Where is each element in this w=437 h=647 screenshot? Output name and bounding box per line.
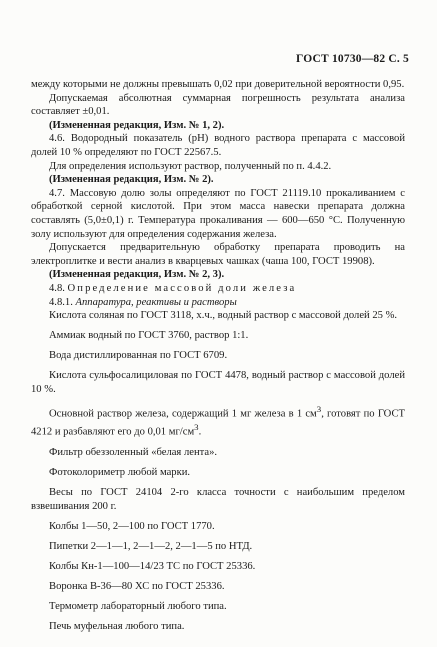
item-filter: Фильтр обеззоленный «белая лента». [49, 446, 218, 458]
item-pipettes: Пипетки 2—1—1, 2—1—2, 2—1—5 по НТД. [49, 540, 253, 552]
section-text: Водородный показатель (pH) водного раствора препарата с массовой долей 10 % определяют по ГОСТ 22567.5. [31, 133, 405, 158]
edit-note-2: (Измененная редакция, Изм. № 2). [49, 174, 214, 186]
item-scales: Весы по ГОСТ 24104 2-го класса точности с наибольшим пределом взвешивания 200 г. [31, 487, 405, 512]
section-number: 4.8.1. [49, 296, 73, 308]
section-4-6 [31, 132, 405, 159]
item-ammonia: Аммиак водный по ГОСТ 3760, раствор 1:1. [49, 330, 249, 342]
page-content [31, 78, 405, 634]
section-number: 4.7. [49, 187, 65, 199]
item-photocolorimeter: Фотоколориметр любой марки. [49, 466, 191, 478]
item-iron-solution [31, 403, 405, 439]
item-flasks: Колбы 1—50, 2—100 по ГОСТ 1770. [49, 520, 215, 532]
section-4-8 [31, 282, 405, 296]
item-hydrochloric-acid: Кислота соляная по ГОСТ 3118, х.ч., водный раствор с массовой долей 25 %. [49, 310, 398, 322]
item-iron-text-b: , готовят по ГОСТ 4212 и разбавляют его до 0,01 мг/см [31, 408, 405, 438]
item-sulfosalicylic-acid: Кислота сульфосалициловая по ГОСТ 4478, водный раствор с массовой долей 10 %. [31, 370, 405, 395]
section-text: Массовую долю золы определяют по ГОСТ 21119.10 прокаливанием с обработкой серной кислотой. При этом масса навески препарата должна составлять (5,0±0,1) г. Температура прокаливания — 600—650 °С. Полученную золу используют для определения содержания железа. [31, 187, 405, 240]
item-water: Вода дистиллированная по ГОСТ 6709. [49, 350, 228, 362]
item-iron-text-a: Основной раствор железа, содержащий 1 мг железа в 1 см [49, 408, 317, 420]
item-thermometer: Термометр лабораторный любого типа. [49, 601, 227, 613]
section-title: Определение массовой доли железа [67, 282, 297, 294]
paragraph-accuracy: Допускаемая абсолютная суммарная погрешность результата анализа составляет ±0,01. [31, 92, 405, 118]
superscript: 3 [194, 422, 199, 433]
superscript: 3 [316, 404, 322, 415]
section-4-8-1 [31, 296, 405, 310]
paragraph-continuation: между которыми не должны превышать 0,02 при доверительной вероятности 0,95. [31, 79, 405, 90]
edit-note-3: (Измененная редакция, Изм. № 2, 3). [49, 269, 225, 281]
edit-note-1: (Измененная редакция, Изм. № 1, 2). [49, 119, 225, 131]
section-title: Аппаратура, реактивы и растворы [75, 296, 237, 308]
page-header: ГОСТ 10730—82 С. 5 [296, 53, 409, 65]
item-iron-text-c: . [198, 426, 202, 438]
section-4-7 [31, 187, 405, 241]
item-flasks-kn: Колбы Кн-1—100—14/23 ТС по ГОСТ 25336. [49, 560, 256, 572]
section-number: 4.8. [49, 282, 65, 294]
section-number: 4.6. [49, 133, 65, 145]
section-4-6-use: Для определения используют раствор, полученный по п. 4.4.2. [49, 160, 332, 172]
item-funnel: Воронка В-36—80 ХС по ГОСТ 25336. [49, 580, 225, 592]
item-furnace: Печь муфельная любого типа. [49, 621, 185, 633]
section-4-7-allowed: Допускается предварительную обработку препарата проводить на электроплитке и вести анализ в кварцевых чашках (чаша 100, ГОСТ 19908). [31, 242, 405, 267]
